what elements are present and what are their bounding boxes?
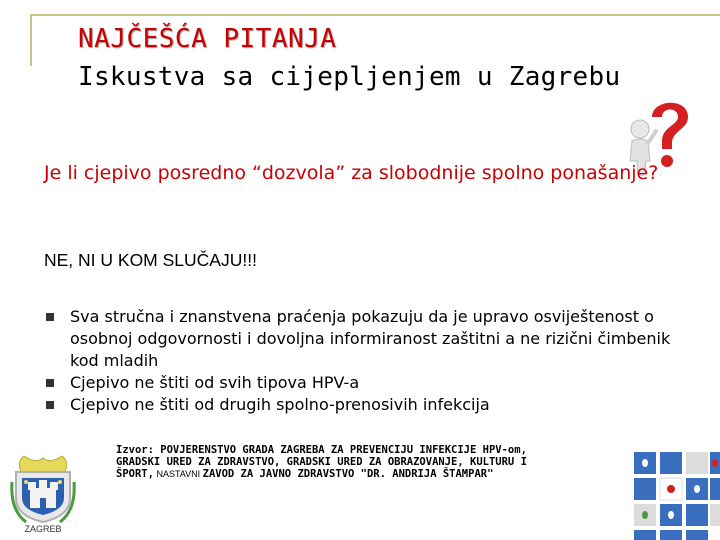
answer-text: NE, NI U KOM SLUČAJU!!! [44,250,257,270]
decorative-squares-icon [632,448,720,540]
list-item [46,394,686,416]
list-item [46,306,686,372]
bullet-text: Cjepivo ne štiti od drugih spolno-prenosivih infekcija [70,395,490,414]
bullet-text: Sva stručna i znanstvena praćenja pokazuju da je upravo osviještenost o osobnoj odgovornosti i dovoljna informiranost zaštitni a ne rizični čimbenik kod mladih [70,307,671,370]
source-part2: ZAVOD ZA JAVNO ZDRAVSTVO "DR. ANDRIJA ŠTAMPAR" [202,468,494,480]
source-part1: Izvor: POVJERENSTVO GRADA ZAGREBA ZA PREVENCIJU INFEKCIJE HPV-om, GRADSKI URED ZA ZDRAVSTVO, GRADSKI URED ZA OBRAZOVANJE, KULTURU I ŠPORT, [116,444,527,480]
page-title: NAJČEŠĆA PITANJA [78,24,337,54]
page-subtitle: Iskustva sa cijepljenjem u Zagrebu [78,62,621,92]
zagreb-crest-icon [6,452,80,534]
frame-left-line [30,14,32,66]
bullet-square-icon [46,401,54,409]
bullet-list [46,306,686,416]
frame-top-line [30,14,720,16]
source-small: NASTAVNI [153,469,203,479]
crest-label: ZAGREB [24,524,62,534]
list-item [46,372,686,394]
bullet-square-icon [46,379,54,387]
bullet-text: Cjepivo ne štiti od svih tipova HPV-a [70,373,360,392]
bullet-square-icon [46,313,54,321]
question-text: Je li cjepivo posredno “dozvola” za slobodnije spolno ponašanje? [44,162,659,184]
source-note [116,444,556,480]
